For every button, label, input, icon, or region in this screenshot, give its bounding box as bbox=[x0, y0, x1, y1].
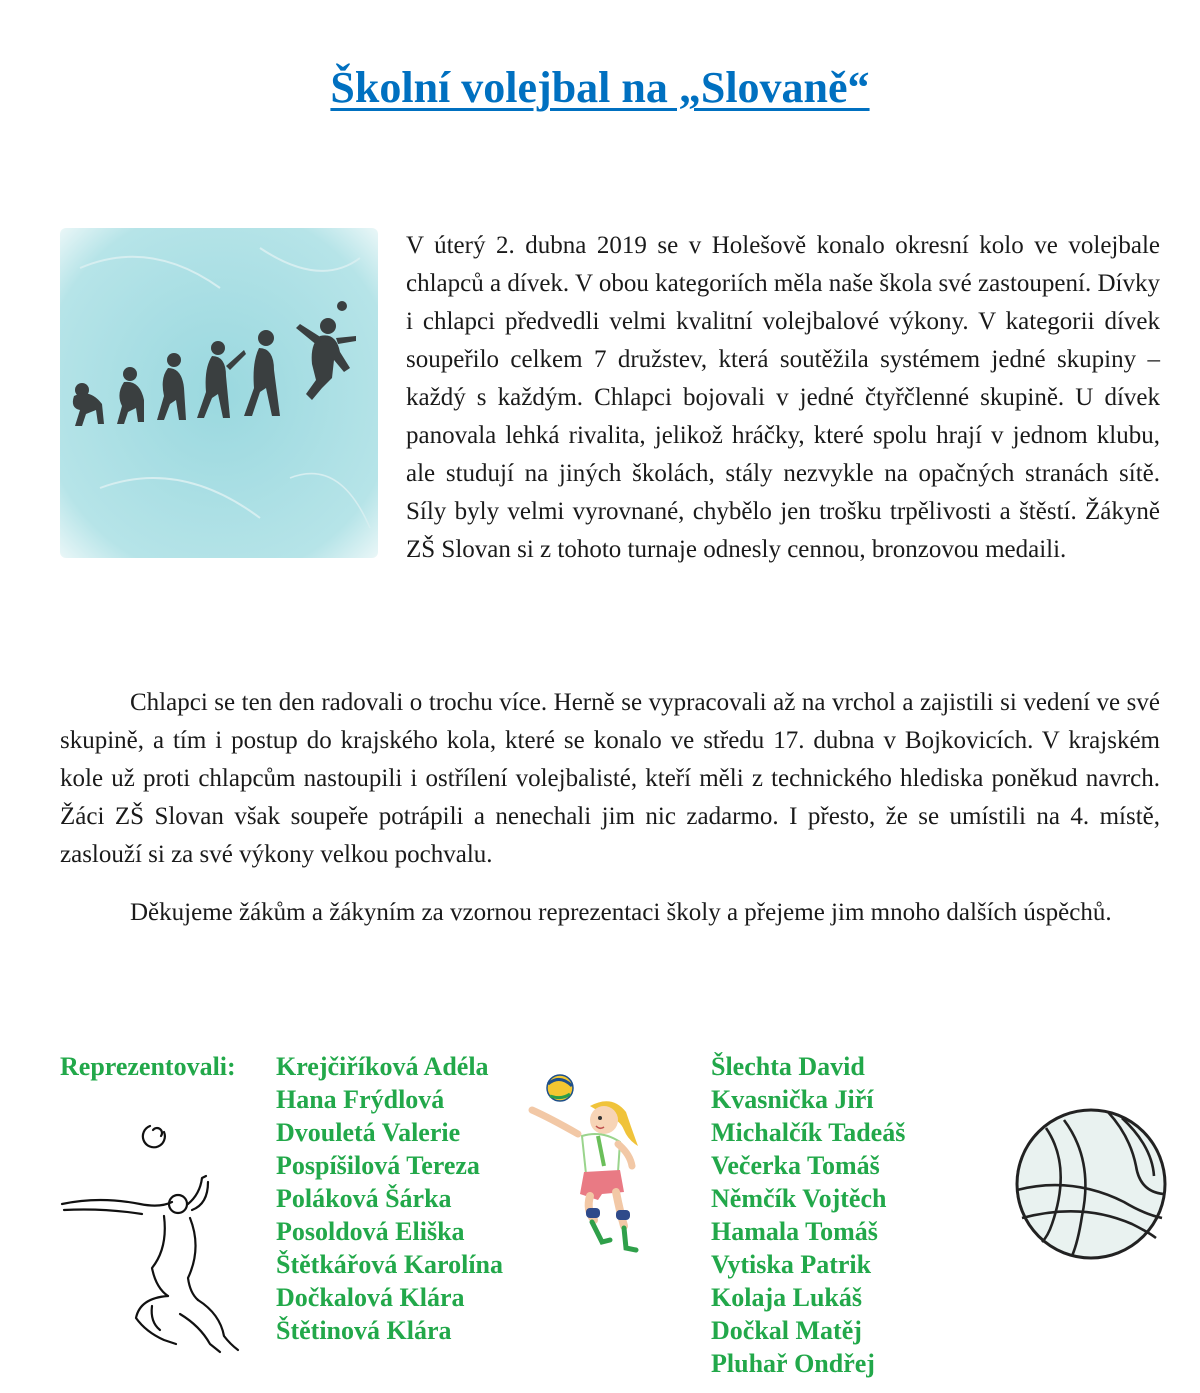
list-item: Večerka Tomáš bbox=[711, 1151, 880, 1180]
list-item: Krejčiříková Adéla bbox=[276, 1052, 489, 1081]
list-item: Dvouletá Valerie bbox=[276, 1118, 461, 1147]
boys-list bbox=[711, 1050, 905, 1380]
list-item: Štětinová Klára bbox=[276, 1316, 452, 1345]
list-item: Poláková Šárka bbox=[276, 1184, 452, 1213]
page-title: Školní volejbal na „Slovaně“ bbox=[330, 63, 870, 112]
paragraph-regional-round: Chlapci se ten den radovali o trochu více. Herně se vypracovali až na vrchol a zajistili si vedení ve své skupině, a tím i postup do krajského kola, které se konalo ve středu 17. dubna v Bojkovicích. V krajském kole už proti chlapcům nastoupili i ostřílení volejbalisté, kteří měli z technického hlediska poněkud navrch. Žáci ZŠ Slovan však soupeře potrápili a nenechali jim nic zadarmo. I přesto, že se umístili na 4. místě, zaslouží si za své výkony velkou pochvalu. bbox=[60, 689, 1160, 868]
list-item: Dočkal Matěj bbox=[711, 1316, 862, 1345]
list-item: Vytiska Patrik bbox=[711, 1250, 872, 1279]
list-item: Hamala Tomáš bbox=[711, 1217, 878, 1246]
list-item: Němčík Vojtěch bbox=[711, 1184, 887, 1213]
list-item: Štětkářová Karolína bbox=[276, 1250, 504, 1279]
list-item: Michalčík Tadeáš bbox=[711, 1118, 906, 1147]
list-item: Kolaja Lukáš bbox=[711, 1283, 862, 1312]
paragraph-thanks: Děkujeme žákům a žákyním za vzornou reprezentaci školy a přejeme jim mnoho dalších úspěchů. bbox=[130, 899, 1112, 926]
cartoon-volleyball-girl bbox=[520, 1070, 650, 1260]
volleyball-icon bbox=[1012, 1106, 1170, 1262]
team-label: Reprezentovali: bbox=[60, 1052, 236, 1081]
list-item: Kvasnička Jiří bbox=[711, 1085, 874, 1114]
paragraph-district-round bbox=[60, 227, 1160, 569]
image-spacer bbox=[60, 227, 406, 569]
paragraph-1-text: V úterý 2. dubna 2019 se v Holešově konalo okresní kolo ve volejbale chlapců a dívek. V obou kategoriích měla naše škola své zastoupení. Dívky i chlapci předvedli velmi kvalitní volejbalové výkony. V kategorii dívek soupeřilo celkem 7 družstev, která soutěžila systémem jedné skupiny – každý s každým. Chlapci bojovali v jedné čtyřčlenné skupině. U dívek panovala lehká rivalita, jelikož hráčky, které spolu hrají v jednom klubu, ale studují na jiných školách, stály nezvykle na opačných stranách sítě. Síly byly velmi vyrovnané, chybělo jen trošku trpělivosti a štěstí. Žákyně ZŠ Slovan si z tohoto turnaje odnesly cennou, bronzovou medaili. bbox=[406, 232, 1160, 563]
list-item: Pluhař Ondřej bbox=[711, 1349, 875, 1378]
list-item: Dočkalová Klára bbox=[276, 1283, 465, 1312]
list-item: Hana Frýdlová bbox=[276, 1085, 445, 1114]
list-item: Pospíšilová Tereza bbox=[276, 1151, 480, 1180]
list-item: Posoldová Eliška bbox=[276, 1217, 465, 1246]
volleyball-player-sketch bbox=[60, 1118, 240, 1358]
girls-list bbox=[276, 1050, 503, 1347]
list-item: Šlechta David bbox=[711, 1052, 865, 1081]
